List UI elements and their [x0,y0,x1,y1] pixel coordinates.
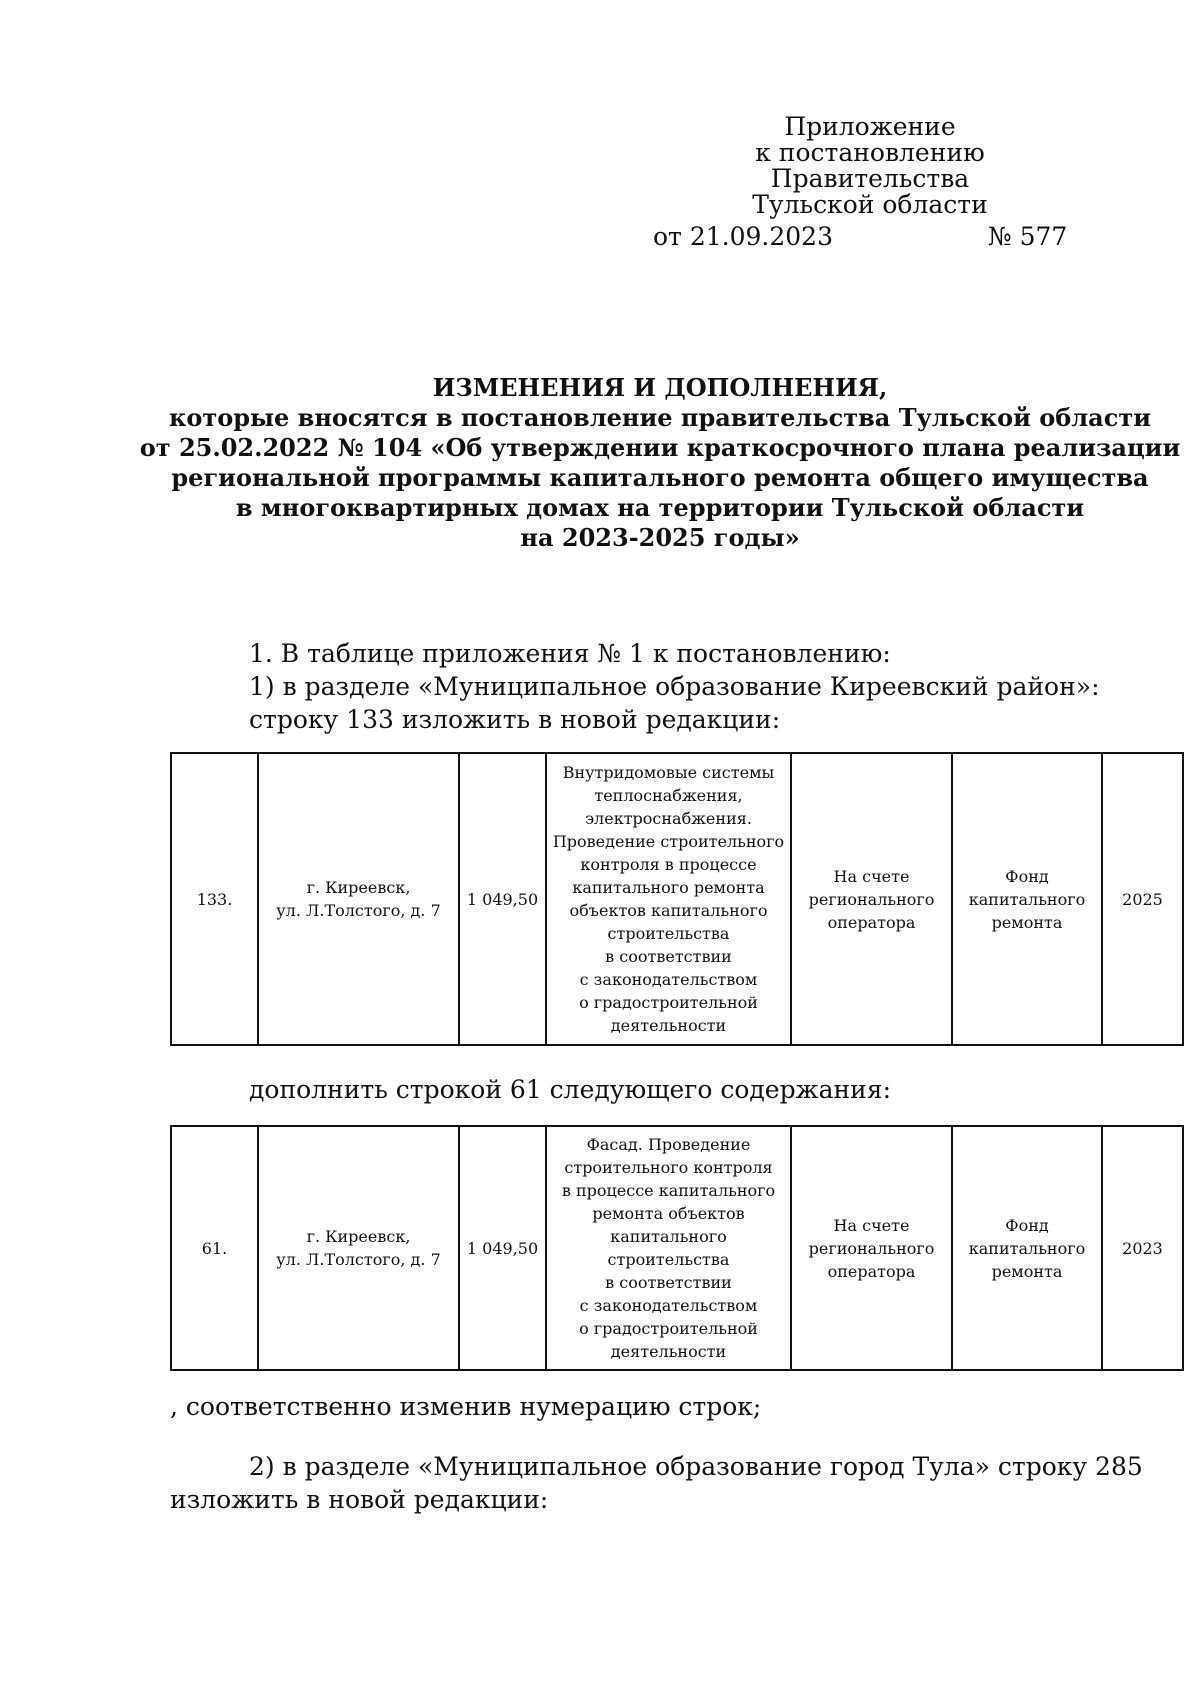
works-line: о градостроительной [579,1319,758,1338]
appendix-decree-label: к постановлению Правительства [755,138,985,193]
fund-cell [952,753,1102,1045]
fund-line: ремонта [991,1261,1063,1281]
works-line: деятельности [610,1016,727,1035]
works-line: электроснабжения. [585,809,752,828]
title-line: от 25.02.2022 № 104 «Об утверждении краткосрочного плана реализации [139,433,1181,462]
works-line: в процессе капитального [561,1181,776,1200]
account-line: На счете [833,1215,910,1235]
works-line: о градостроительной [579,993,758,1012]
row-number-cell: 133. [171,753,258,1045]
works-line: Проведение строительного [552,832,785,851]
appendix-header [660,114,1080,218]
works-line: капитального [610,1227,727,1246]
area-cell: 1 049,50 [459,753,546,1045]
account-cell [791,753,952,1045]
works-line: ремонта объектов [592,1204,745,1223]
account-line: оператора [827,1261,916,1281]
address-city: г. Киреевск, [306,1227,411,1246]
paragraph-item-1: 1. В таблице приложения № 1 к постановлению: [249,639,891,668]
works-line: строительства [607,924,730,943]
fund-line: Фонд [1005,1215,1049,1235]
works-line: теплоснабжения, [594,786,743,805]
address-street: ул. Л.Толстого, д. 7 [276,1250,441,1269]
account-cell [791,1126,952,1370]
table-row [171,1126,1183,1370]
fund-line: ремонта [991,912,1063,932]
account-line: На счете [833,866,910,886]
area-cell: 1 049,50 [459,1126,546,1370]
address-street: ул. Л.Толстого, д. 7 [276,901,441,920]
works-line: с законодательством [579,1296,758,1315]
works-line: Фасад. Проведение [586,1135,751,1154]
paragraph-subitem-2: 2) в разделе «Муниципальное образование город Тула» строку 285 [249,1452,1143,1481]
title-line: в многоквартирных домах на территории Тульской области [235,493,1085,522]
title-line: которые вносятся в постановление правительства Тульской области [168,403,1152,432]
works-line: строительства [607,1250,730,1269]
works-line: капитального ремонта [572,878,765,897]
works-line: в соответствии [605,947,732,966]
fund-line: капитального [968,1238,1086,1258]
paragraph-renumbering: , соответственно изменив нумерацию строк; [170,1392,762,1421]
works-line: в соответствии [605,1273,732,1292]
works-line: деятельности [610,1342,727,1361]
address-cell [258,1126,459,1370]
address-city: г. Киреевск, [306,878,411,897]
fund-cell [952,1126,1102,1370]
account-line: оператора [827,912,916,932]
account-line: регионального [808,1238,935,1258]
row-number-cell: 61. [171,1126,258,1370]
works-line: контроля в процессе [580,855,757,874]
fund-line: капитального [968,889,1086,909]
title-line: ИЗМЕНЕНИЯ И ДОПОЛНЕНИЯ, [432,373,888,402]
paragraph-subitem-1: 1) в разделе «Муниципальное образование Киреевский район»: [249,672,1100,701]
table-row [171,753,1183,1045]
decree-number: № 577 [988,222,1068,251]
title-line: на 2023-2025 годы» [520,523,800,552]
table-row-133 [170,752,1184,1046]
paragraph-row-133: строку 133 изложить в новой редакции: [249,705,781,734]
paragraph-row-285: изложить в новой редакции: [170,1485,549,1514]
works-line: объектов капитального [569,901,768,920]
year-cell: 2025 [1102,753,1183,1045]
paragraph-add-row-61: дополнить строкой 61 следующего содержания: [249,1075,892,1104]
works-line: строительного контроля [564,1158,773,1177]
appendix-label: Приложение [784,112,956,141]
works-cell [546,1126,791,1370]
year-cell: 2023 [1102,1126,1183,1370]
works-line: Внутридомовые системы [562,763,775,782]
works-cell [546,753,791,1045]
document-title [120,373,1200,553]
title-line: региональной программы капитального ремонта общего имущества [171,463,1149,492]
works-line: с законодательством [579,970,758,989]
decree-date: от 21.09.2023 [653,222,833,251]
appendix-region-label: Тульской области [752,190,988,219]
table-row-61 [170,1125,1184,1371]
address-cell [258,753,459,1045]
account-line: регионального [808,889,935,909]
fund-line: Фонд [1005,866,1049,886]
